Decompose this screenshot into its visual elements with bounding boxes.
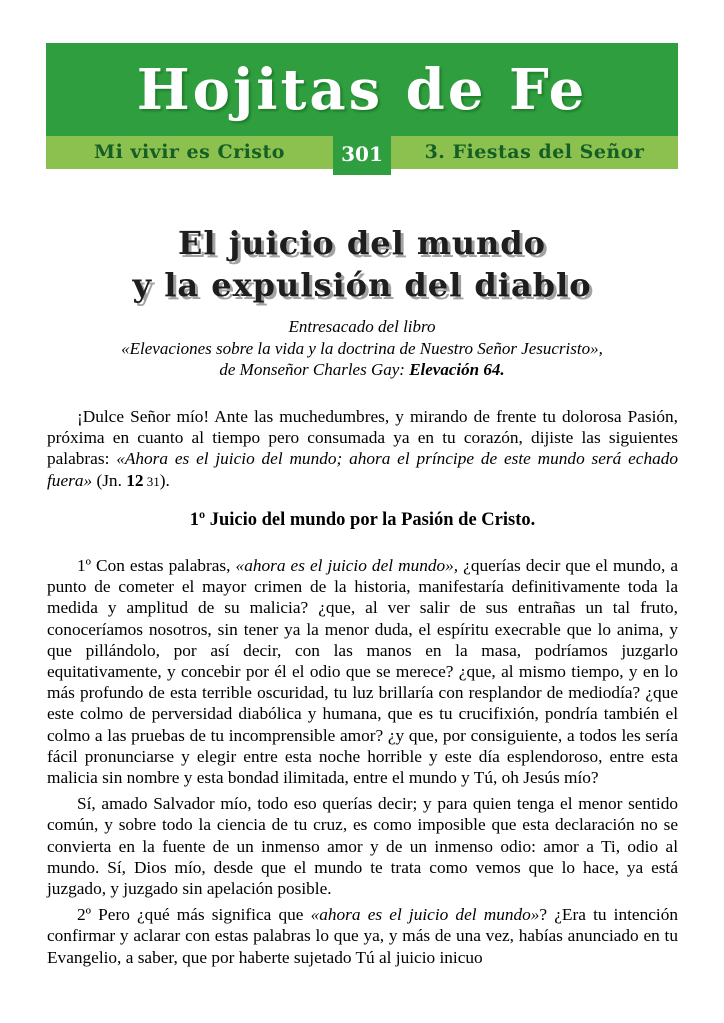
masthead-series: 3. Fiestas del Señor bbox=[424, 141, 645, 163]
masthead bbox=[46, 43, 678, 169]
article-body bbox=[47, 406, 678, 973]
source-note-line3: de Monseñor Charles Gay: Elevación 64. bbox=[219, 360, 505, 379]
paragraph-3: 2º Pero ¿qué más significa que «ahora es el juicio del mundo»? ¿Era tu intención confirmar y aclarar con estas palabras lo que ya, y más de una vez, habías anunciado en tu Evangelio, a saber, que por haberte sujetado Tú al juicio inicuo bbox=[47, 905, 678, 967]
article-title bbox=[0, 222, 724, 306]
paragraph-1: 1º Con estas palabras, «ahora es el juicio del mundo», ¿querías decir que el mundo, a punto de cometer el mayor crimen de la historia, manifestaría definitivamente toda la medida y amplitud de su malicia? ¿que, al ver salir de sus entrañas un tal fruto, conoceríamos nosotros, sin tener ya la menor duda, el espíritu execrable que lo anima, y que pillándolo, por así decir, con las manos en la masa, podríamos juzgarlo equitativamente, y concebir por él el odio que se merece? ¿que, al mismo tiempo, y en lo más profundo de esta terrible oscuridad, tu luz brillaría con resplandor de mediodía? ¿que este colmo de perversidad diabólica y humana, que es tu crucifixión, pondría también el colmo a las pruebas de tu incomprensible amor? ¿y que, por consiguiente, a todos les sería fácil pronunciarse y elegir entre esta noche horrible y este día esplendoroso, entre esta malicia sin nombre y esta bondad ilimitada, entre el mundo y Tú, oh Jesús mío? bbox=[47, 556, 679, 788]
paragraph-intro: ¡Dulce Señor mío! Ante las muchedumbres, y mirando de frente tu dolorosa Pasión, próxima en cuanto al tiempo pero consumada ya en tu corazón, dijiste las siguientes palabras: «Ahora es el juicio del mundo; ahora el príncipe de este mundo será echado fuera» (Jn. 12 31). bbox=[47, 407, 679, 490]
masthead-sub-band bbox=[46, 136, 678, 169]
article-title-line2: y la expulsión del diablo bbox=[132, 266, 592, 305]
section-heading: 1º Juicio del mundo por la Pasión de Cristo. bbox=[189, 509, 536, 530]
masthead-motto: Mi vivir es Cristo bbox=[94, 141, 285, 163]
source-note-line2: «Elevaciones sobre la vida y la doctrina de Nuestro Señor Jesucristo», bbox=[121, 338, 603, 358]
publication-title: Hojitas de Fe bbox=[136, 56, 588, 123]
source-note bbox=[0, 316, 724, 381]
masthead-main-band bbox=[46, 43, 678, 136]
source-note-line1: Entresacado del libro bbox=[288, 317, 436, 336]
issue-number-badge: 301 bbox=[333, 136, 391, 175]
article-title-line1: El juicio del mundo bbox=[178, 224, 546, 263]
paragraph-2: Sí, amado Salvador mío, todo eso querías decir; y para quien tenga el menor sentido común, y sobre todo la ciencia de tu cruz, es como imposible que esta declaración no se convierta en la fuente de un inmenso amor y de un inmenso odio: amor a Ti, odio al mundo. Sí, Dios mío, desde que el mundo te trata como vemos que lo hace, ya está juzgado, y juzgado sin apelación posible. bbox=[47, 794, 678, 899]
